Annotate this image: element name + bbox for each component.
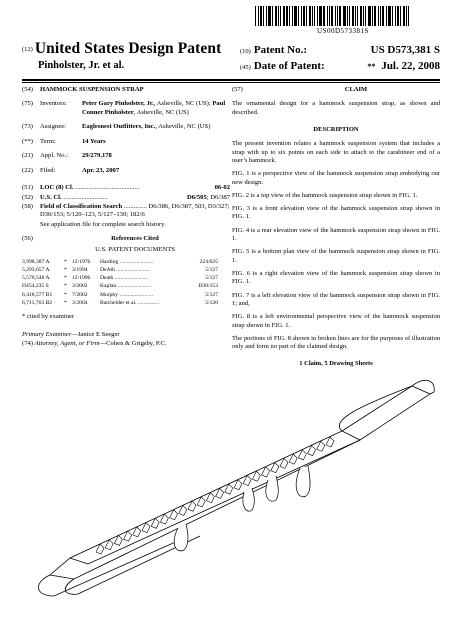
barcode-number: US00D573381S bbox=[317, 27, 369, 35]
reference-cell: 5/127 bbox=[205, 267, 218, 274]
barcode-bar bbox=[372, 6, 373, 26]
reference-cell: D30/153 bbox=[198, 283, 218, 290]
assignee-field: (73) Assignee: Eaglesnest Outfitters, Inc., Asheville, NC (US) bbox=[22, 123, 211, 131]
description-body bbox=[232, 140, 440, 351]
barcode-bar bbox=[382, 6, 384, 26]
barcode-bar bbox=[294, 6, 297, 26]
reference-cell: * bbox=[64, 275, 67, 282]
strap-loop bbox=[243, 476, 251, 486]
barcode-bar bbox=[268, 6, 271, 26]
barcode-bar bbox=[275, 6, 277, 26]
references-header: (56) References Cited bbox=[22, 235, 230, 243]
header-rule-thin bbox=[22, 82, 440, 83]
barcode-bar bbox=[331, 6, 333, 26]
barcode-bar bbox=[378, 6, 379, 26]
description-title: DESCRIPTION bbox=[313, 125, 359, 133]
reference-cell: * bbox=[64, 267, 67, 274]
reference-cell: 6,418,577 B1 bbox=[22, 291, 53, 298]
description-paragraph: FIG. 7 is a left elevation view of the hammock suspension strap shown in FIG. 1; and, bbox=[232, 291, 440, 307]
barcode-bar bbox=[349, 6, 350, 26]
barcode-bar bbox=[380, 6, 381, 26]
barcode-bar bbox=[309, 6, 311, 26]
reference-row bbox=[22, 291, 230, 299]
references-list bbox=[22, 258, 230, 307]
description-paragraph: FIG. 4 is a rear elevation view of the hammock suspension strap shown in FIG. 1. bbox=[232, 226, 440, 243]
claims-summary: 1 Claim, 5 Drawing Sheets bbox=[299, 359, 373, 367]
reference-cell: * bbox=[64, 291, 67, 298]
reference-cell: 3/1994 bbox=[72, 267, 88, 274]
description-paragraph: FIG. 1 is a perspective view of the hammock suspension strap embodying our new design. bbox=[232, 170, 440, 186]
hanging-loop bbox=[296, 466, 310, 497]
barcode-bar bbox=[365, 6, 366, 26]
barcode-bar bbox=[263, 6, 264, 26]
reference-cell: 3/2004 bbox=[72, 299, 88, 306]
cited-by-examiner: * cited by examiner bbox=[22, 312, 75, 320]
barcode-bar bbox=[278, 6, 279, 26]
term-field: (**) Term: 14 Years bbox=[22, 137, 106, 145]
invention-title: HAMMOCK SUSPENSION STRAP bbox=[40, 86, 144, 93]
strap-loop bbox=[317, 441, 325, 451]
barcode-bar bbox=[386, 6, 387, 26]
description-paragraph: FIG. 8 is a left environmental perspective view of the hammock suspension strap shown in FIG. 1. bbox=[232, 313, 440, 329]
reference-row bbox=[22, 274, 230, 282]
description-paragraph: FIG. 2 is a top view of the hammock suspension strap shown in FIG. 1. bbox=[232, 191, 418, 199]
barcode-bar bbox=[255, 6, 256, 26]
barcode-bar bbox=[280, 6, 281, 26]
claim-number: (57) bbox=[232, 86, 243, 93]
date-label: Date of Patent: bbox=[253, 60, 325, 72]
barcode-bar bbox=[374, 6, 376, 26]
barcode-bar bbox=[403, 6, 405, 26]
date-tag: (45) bbox=[240, 64, 251, 71]
barcode-bar bbox=[357, 6, 358, 26]
right-column bbox=[232, 86, 440, 368]
reference-cell: 3,998,387 A bbox=[22, 259, 50, 266]
barcode-bar bbox=[314, 6, 315, 26]
barcode-bar bbox=[298, 6, 299, 26]
filed-field: (22) Filed: Apr. 23, 2007 bbox=[22, 166, 120, 174]
barcode-bar bbox=[392, 6, 393, 26]
barcode-bar bbox=[343, 6, 346, 26]
barcode-bar bbox=[323, 6, 325, 26]
strap-loop bbox=[308, 446, 316, 456]
barcode-bar bbox=[260, 6, 262, 26]
barcode-bar bbox=[301, 6, 302, 26]
reference-cell: D454,235 S bbox=[22, 283, 49, 290]
barcode-bar bbox=[395, 6, 396, 26]
inventors-field: (75) Inventors: Peter Gary Pinholster, Jr., Asheville, NC (US); Paul Conner Pinholster, Asheville, NC (US) bbox=[22, 100, 226, 116]
barcode-bar bbox=[355, 6, 356, 26]
barcode-bar bbox=[283, 6, 285, 26]
doc-type-number: (12) bbox=[22, 45, 33, 53]
reference-cell: * bbox=[64, 259, 67, 266]
reference-cell: * bbox=[64, 299, 67, 306]
barcode-bar bbox=[258, 6, 259, 26]
patent-number: US D573,381 S bbox=[370, 44, 440, 56]
reference-cell: 224/625 bbox=[199, 259, 218, 266]
strap-loop bbox=[280, 458, 288, 468]
barcode-bar bbox=[363, 6, 364, 26]
barcode-bar bbox=[303, 6, 305, 26]
description-paragraph: FIG. 3 is a front elevation view of the hammock suspension strap shown in FIG. 1. bbox=[232, 205, 440, 221]
strap-body bbox=[38, 380, 434, 596]
barcode-bar bbox=[408, 6, 409, 26]
reference-cell: Murphy ........................ bbox=[100, 291, 153, 298]
hanging-loop bbox=[266, 476, 278, 501]
barcode-bar bbox=[347, 6, 348, 26]
reference-cell: 12/1976 bbox=[72, 259, 91, 266]
claim-title: CLAIM bbox=[344, 86, 368, 93]
patent-header-right bbox=[240, 44, 440, 76]
patent-date: Jul. 22, 2008 bbox=[381, 60, 440, 72]
reference-cell: 5,570,548 A bbox=[22, 275, 50, 282]
barcode-bar bbox=[306, 6, 307, 26]
barcode-bar bbox=[335, 6, 336, 26]
primary-examiner: Primary Examiner—Janice E Seeger bbox=[22, 331, 120, 339]
left-column bbox=[22, 86, 230, 348]
strap-loops bbox=[96, 437, 334, 554]
barcode-bar bbox=[329, 6, 330, 26]
barcode-bar bbox=[286, 6, 288, 26]
hanging-loop bbox=[243, 488, 254, 511]
loc-field: (51) LOC (8) Cl. ....................................... 06-02 bbox=[22, 184, 230, 192]
reference-row bbox=[22, 258, 230, 266]
attorney: (74) Attorney, Agent, or Firm—Cohen & Grigsby, P.C. bbox=[22, 339, 167, 347]
barcode-bar bbox=[352, 6, 354, 26]
barcode-bar bbox=[360, 6, 362, 26]
description-paragraph: The present invention relates a hammock suspension system that includes a strap with up to six points on each side to attach to the carabineer end of a user’s hammock. bbox=[232, 140, 440, 164]
classification-field: (58) Field of Classification Search .............. D6/386, D6/387, 503, D3/327; D30/153; 5/120–123, 5/127–130; 182/6 bbox=[22, 202, 230, 219]
reference-cell: Harding ........................ bbox=[100, 259, 154, 266]
barcode-bar bbox=[319, 6, 322, 26]
reference-cell: DeAth ........................ bbox=[100, 267, 150, 274]
references-subtitle: U.S. PATENT DOCUMENTS bbox=[95, 245, 175, 253]
claim-text: The ornamental design for a hammock suspension strap, as shown and described. bbox=[232, 100, 440, 116]
strap-drawing bbox=[30, 368, 440, 604]
header-rule-thick bbox=[22, 79, 440, 81]
patent-title: United States Design Patent bbox=[34, 40, 222, 57]
barcode-bar bbox=[397, 6, 399, 26]
patent-no-label: Patent No.: bbox=[253, 44, 307, 56]
barcode-bar bbox=[368, 6, 371, 26]
reference-cell: Kaplan ........................ bbox=[100, 283, 152, 290]
references-title: References Cited bbox=[111, 235, 159, 243]
barcode-bar bbox=[339, 6, 341, 26]
description-paragraph: FIG. 5 is a bottom plan view of the hammock suspension strap shown in FIG. 1. bbox=[232, 248, 440, 264]
reference-cell: * bbox=[64, 283, 67, 290]
reference-row bbox=[22, 299, 230, 307]
reference-cell: 5/127 bbox=[205, 291, 218, 298]
title-field: (54) HAMMOCK SUSPENSION STRAP bbox=[22, 86, 230, 94]
barcode-bar bbox=[292, 6, 293, 26]
reference-cell: 5/127 bbox=[205, 275, 218, 282]
description-paragraph: The portions of FIG. 8 shown in broken lines are for the purposes of illustration only and form no part of the claimed design. bbox=[232, 334, 440, 351]
strap-loop bbox=[252, 471, 260, 481]
reference-cell: 3/2002 bbox=[72, 283, 88, 290]
reference-cell: Death ........................ bbox=[100, 275, 149, 282]
barcode-bar bbox=[400, 6, 401, 26]
inventor-short: Pinholster, Jr. et al. bbox=[38, 60, 125, 71]
barcode-bar bbox=[406, 6, 407, 26]
reference-cell: 7/2002 bbox=[72, 291, 88, 298]
reference-cell: 5/120 bbox=[205, 299, 218, 306]
uscl-field: (52) U.S. Cl. ........................... D6/505; D6/387 bbox=[22, 193, 230, 201]
barcode-bar bbox=[337, 6, 338, 26]
description-paragraph: FIG. 6 is a right elevation view of the hammock suspension strap shown in FIG. 1. bbox=[232, 270, 440, 286]
barcode-bar bbox=[266, 6, 267, 26]
reference-row bbox=[22, 282, 230, 290]
appl-field: (21) Appl. No.: 29/279,178 bbox=[22, 152, 112, 160]
strap-loop bbox=[289, 454, 297, 464]
barcode-bar bbox=[388, 6, 391, 26]
strap-loop bbox=[326, 437, 334, 447]
reference-cell: Batchelder et al. ............... bbox=[100, 299, 159, 306]
see-application: See application file for complete search history. bbox=[40, 220, 166, 228]
barcode-bar bbox=[317, 6, 318, 26]
date-stars: ** bbox=[367, 62, 376, 71]
strap-loop bbox=[262, 467, 270, 477]
reference-row bbox=[22, 266, 230, 274]
reference-cell: 6,711,763 B2 bbox=[22, 299, 53, 306]
reference-cell: 5,293,657 A bbox=[22, 267, 50, 274]
barcode-bar bbox=[272, 6, 273, 26]
hanging-loop bbox=[174, 524, 188, 551]
barcode bbox=[255, 6, 431, 26]
strap-loop bbox=[271, 463, 279, 473]
barcode-bar bbox=[312, 6, 313, 26]
reference-cell: 12/1996 bbox=[72, 275, 91, 282]
strap-loop bbox=[298, 450, 306, 460]
barcode-bar bbox=[289, 6, 290, 26]
patent-no-tag: (10) bbox=[240, 48, 251, 55]
patent-header-left bbox=[22, 40, 242, 71]
barcode-bar bbox=[327, 6, 328, 26]
